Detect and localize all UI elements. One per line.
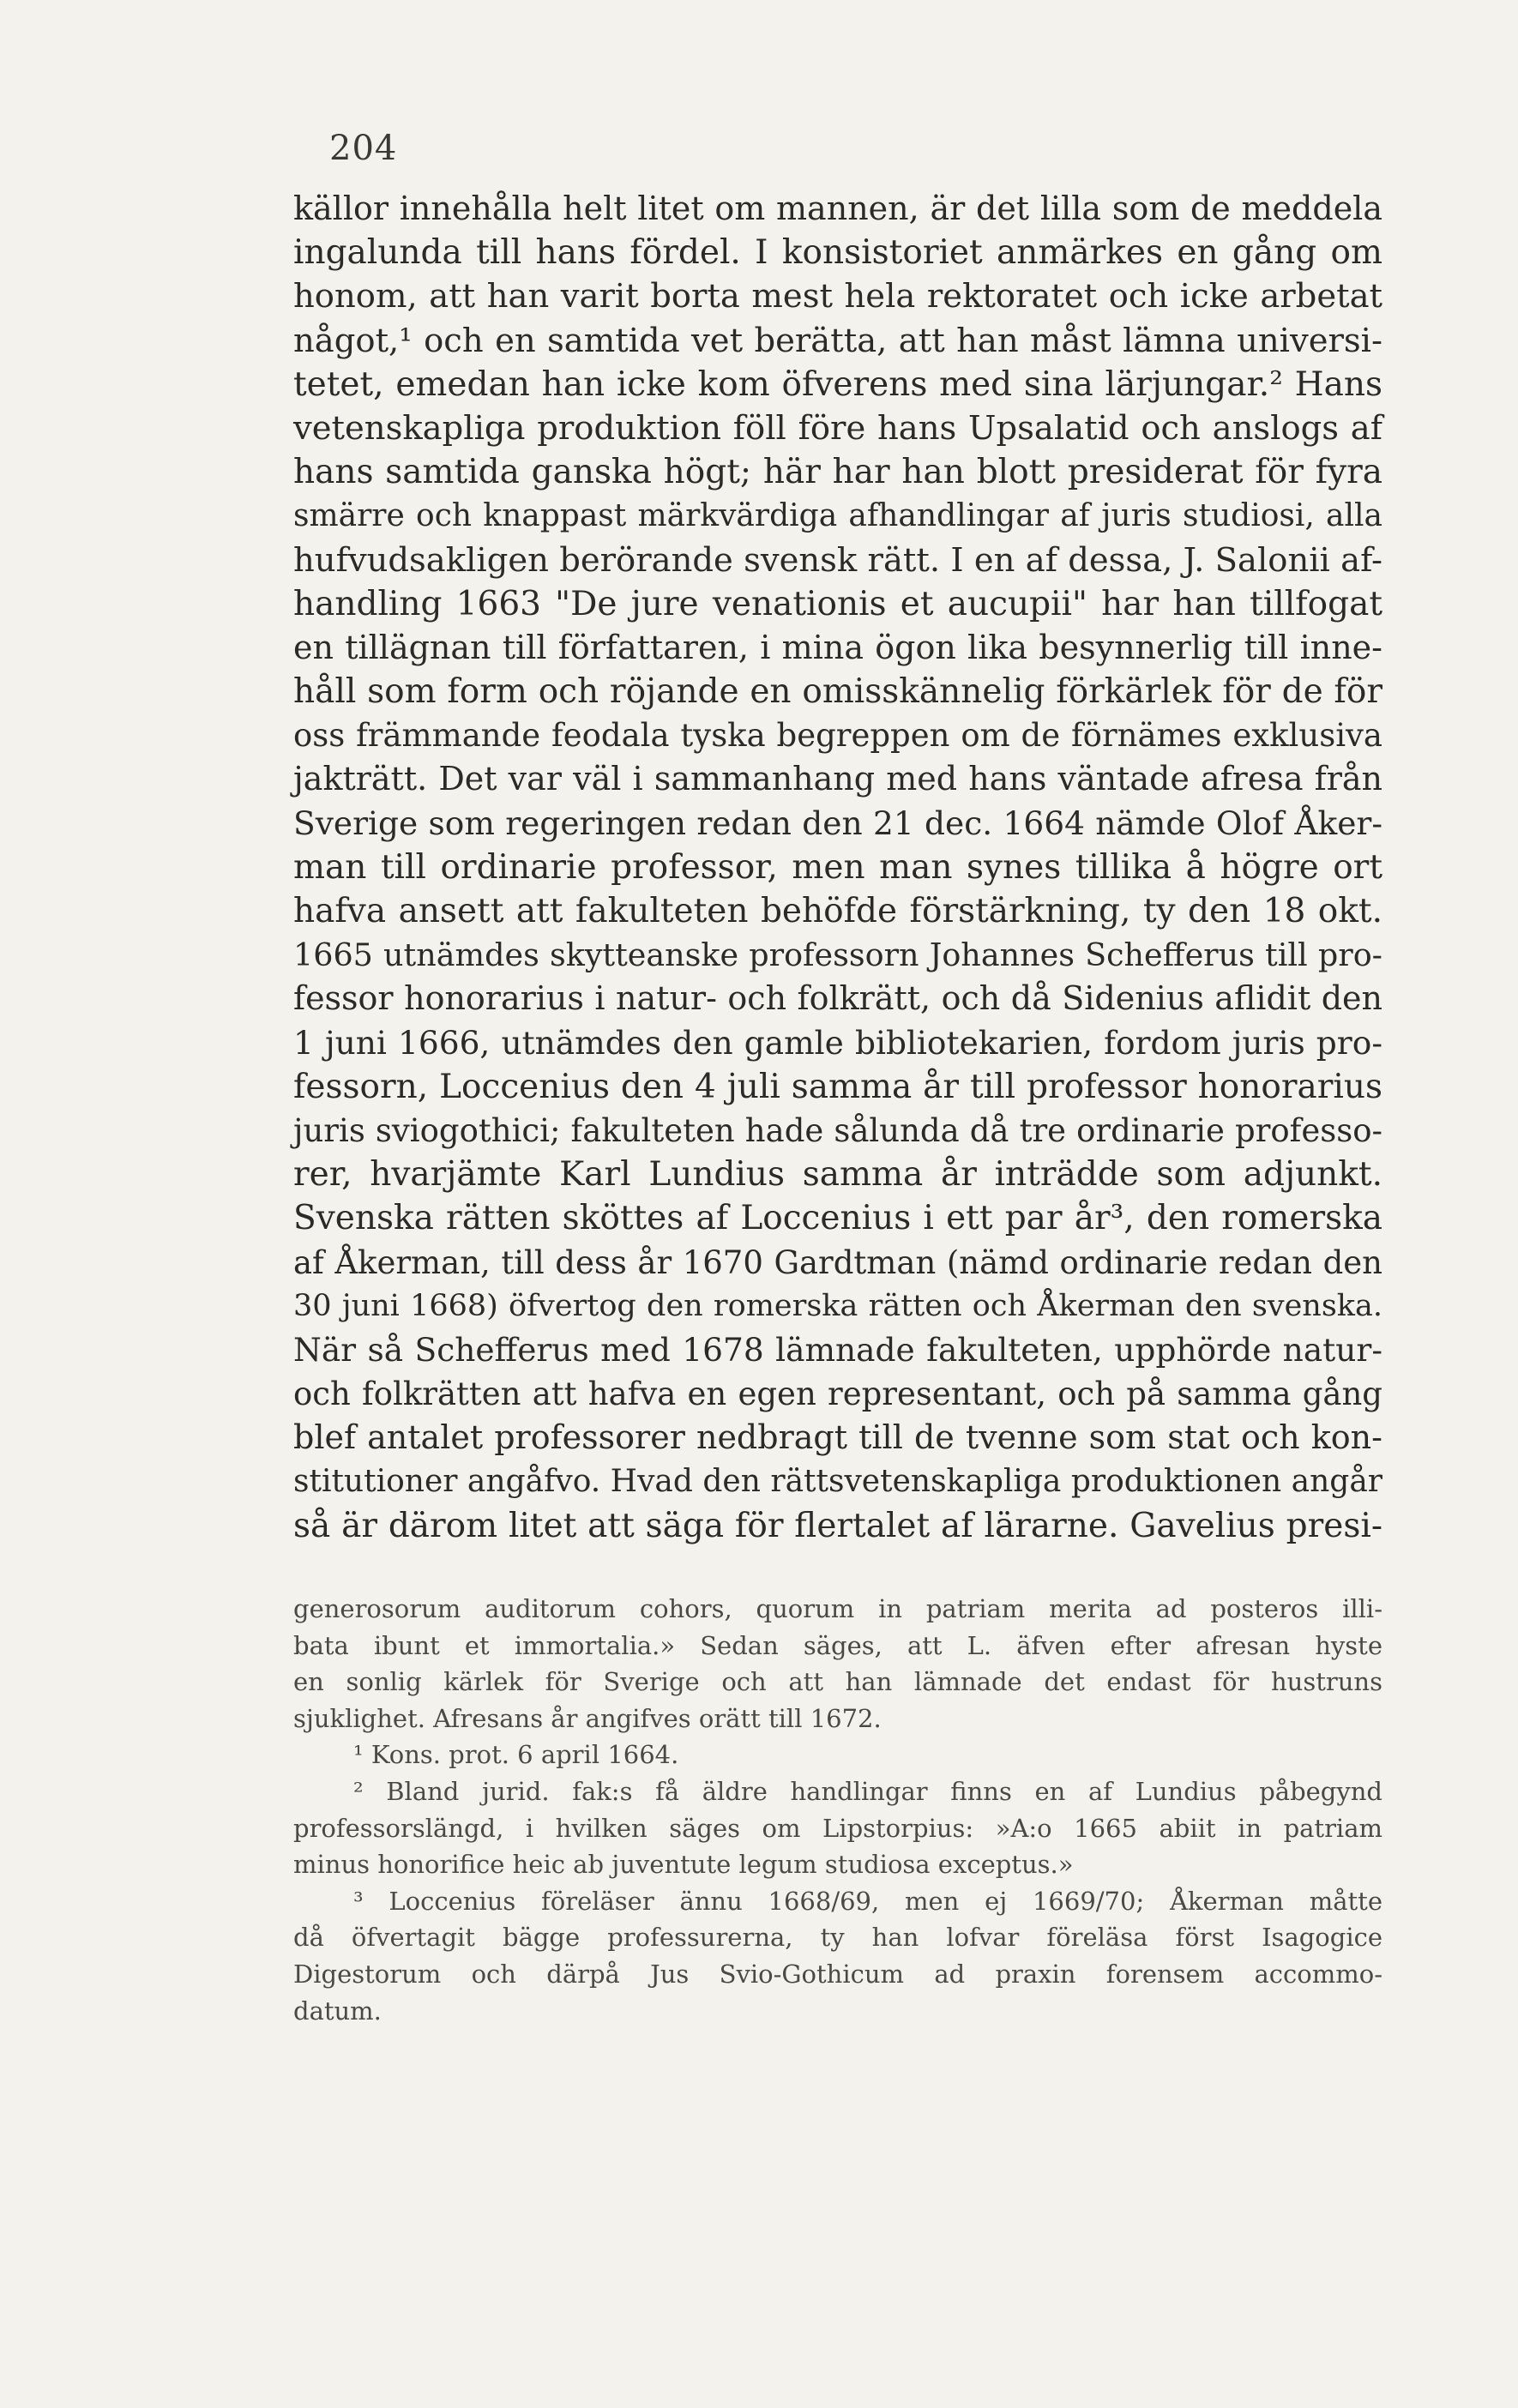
text-line: vetenskapliga produktion föll före hans Upsalatid och anslogs af: [293, 408, 1382, 448]
text-line: så är därom litet att säga för flertalet af lärarne. Gavelius presi-: [293, 1506, 1382, 1545]
text-line: 1 juni 1666, utnämdes den gamle bibliotekarien, fordom juris pro-: [293, 1023, 1382, 1062]
text-line: Svenska rätten sköttes af Loccenius i ett par år³, den romerska: [293, 1199, 1382, 1238]
footnote-line: bata ibunt et immortalia.» Sedan säges, att L. äfven efter afresan hyste: [293, 1630, 1382, 1660]
footnote-line: datum.: [293, 1996, 382, 2026]
text-line: juris sviogothici; fakulteten hade sålunda då tre ordinarie professo-: [293, 1111, 1382, 1149]
footnotes: [293, 1591, 1382, 2029]
footnote-line: en sonlig kärlek för Sverige och att han lämnade det endast för hustruns: [293, 1667, 1382, 1697]
text-line: rer, hvarjämte Karl Lundius samma år inträdde som adjunkt.: [293, 1155, 1382, 1195]
text-line: handling 1663 "De jure venationis et aucupii" har han tillfogat: [293, 584, 1382, 623]
text-line: af Åkerman, till dess år 1670 Gardtman (nämd ordinarie redan den: [293, 1243, 1382, 1281]
text-line: håll som form och röjande en omisskännelig förkärlek för de för: [293, 672, 1382, 712]
page-number: 204: [329, 129, 398, 168]
footnote-line: generosorum auditorum cohors, quorum in patriam merita ad posteros illi-: [293, 1594, 1382, 1623]
footnote-1: ¹ Kons. prot. 6 april 1664.: [353, 1740, 679, 1770]
footnote-2: ² Bland jurid. fak:s få äldre handlingar finns en af Lundius påbegynd: [353, 1776, 1382, 1806]
text-line: jakträtt. Det var väl i sammanhang med hans väntade afresa från: [293, 760, 1382, 798]
footnote-line: Digestorum och därpå Jus Svio-Gothicum ad praxin forensem accommo-: [293, 1959, 1382, 1989]
footnote-line: professorslängd, i hvilken säges om Lipstorpius: »A:o 1665 abiit in patriam: [293, 1813, 1382, 1843]
footnote-line: då öfvertagit bägge professurerna, ty han lofvar föreläsa först Isagogice: [293, 1923, 1382, 1953]
footnote-line: minus honorifice heic ab juventute legum studiosa exceptus.»: [293, 1850, 1074, 1880]
text-line: hafva ansett att fakulteten behöfde förstärkning, ty den 18 okt.: [293, 892, 1382, 930]
footnote-line: sjuklighet. Afresans år angifves orätt till 1672.: [293, 1703, 882, 1733]
text-line: hufvudsakligen berörande svensk rätt. I en af dessa, J. Salonii af-: [293, 540, 1382, 580]
text-line: blef antalet professorer nedbragt till de tvenne som stat och kon-: [293, 1418, 1382, 1457]
text-line: Sverige som regeringen redan den 21 dec. 1664 nämde Olof Åker-: [293, 804, 1382, 842]
text-line: hans samtida ganska högt; här har han blott presiderat för fyra: [293, 453, 1382, 492]
text-line: man till ordinarie professor, men man synes tillika å högre ort: [293, 847, 1382, 887]
text-line: honom, att han varit borta mest hela rektoratet och icke arbetat: [293, 277, 1382, 316]
text-line: källor innehålla helt litet om mannen, är det lilla som de meddela: [293, 190, 1382, 227]
text-line: När så Schefferus med 1678 lämnade fakulteten, upphörde natur-: [293, 1330, 1382, 1369]
main-text: [293, 187, 1382, 1548]
footnote-3: ³ Loccenius föreläser ännu 1668/69, men ej 1669/70; Åkerman måtte: [353, 1886, 1382, 1916]
text-line: tetet, emedan han icke kom öfverens med sina lärjungar.² Hans: [293, 364, 1382, 404]
text-line: 30 juni 1668) öfvertog den romerska rätten och Åkerman den svenska.: [293, 1288, 1382, 1323]
text-line: och folkrätten att hafva en egen representant, och på samma gång: [293, 1376, 1382, 1413]
text-line: ingalunda till hans fördel. I konsistoriet anmärkes en gång om: [293, 233, 1382, 273]
text-line: smärre och knappast märkvärdiga afhandlingar af juris studiosi, alla: [293, 498, 1382, 534]
text-line: en tillägnan till författaren, i mina ögon lika besynnerlig till inne-: [293, 628, 1382, 666]
text-line: stitutioner angåfvo. Hvad den rättsvetenskapliga produktionen angår: [293, 1464, 1382, 1500]
text-line: något,¹ och en samtida vet berätta, att han måst lämna universi-: [293, 321, 1382, 360]
text-line: fessor honorarius i natur- och folkrätt, och då Sidenius aflidit den: [293, 979, 1382, 1018]
text-line: fessorn, Loccenius den 4 juli samma år till professor honorarius: [293, 1067, 1382, 1106]
text-line: oss främmande feodala tyska begreppen om de förnämes exklusiva: [293, 717, 1382, 755]
text-line: 1665 utnämdes skytteanske professorn Johannes Schefferus till pro-: [293, 936, 1382, 974]
